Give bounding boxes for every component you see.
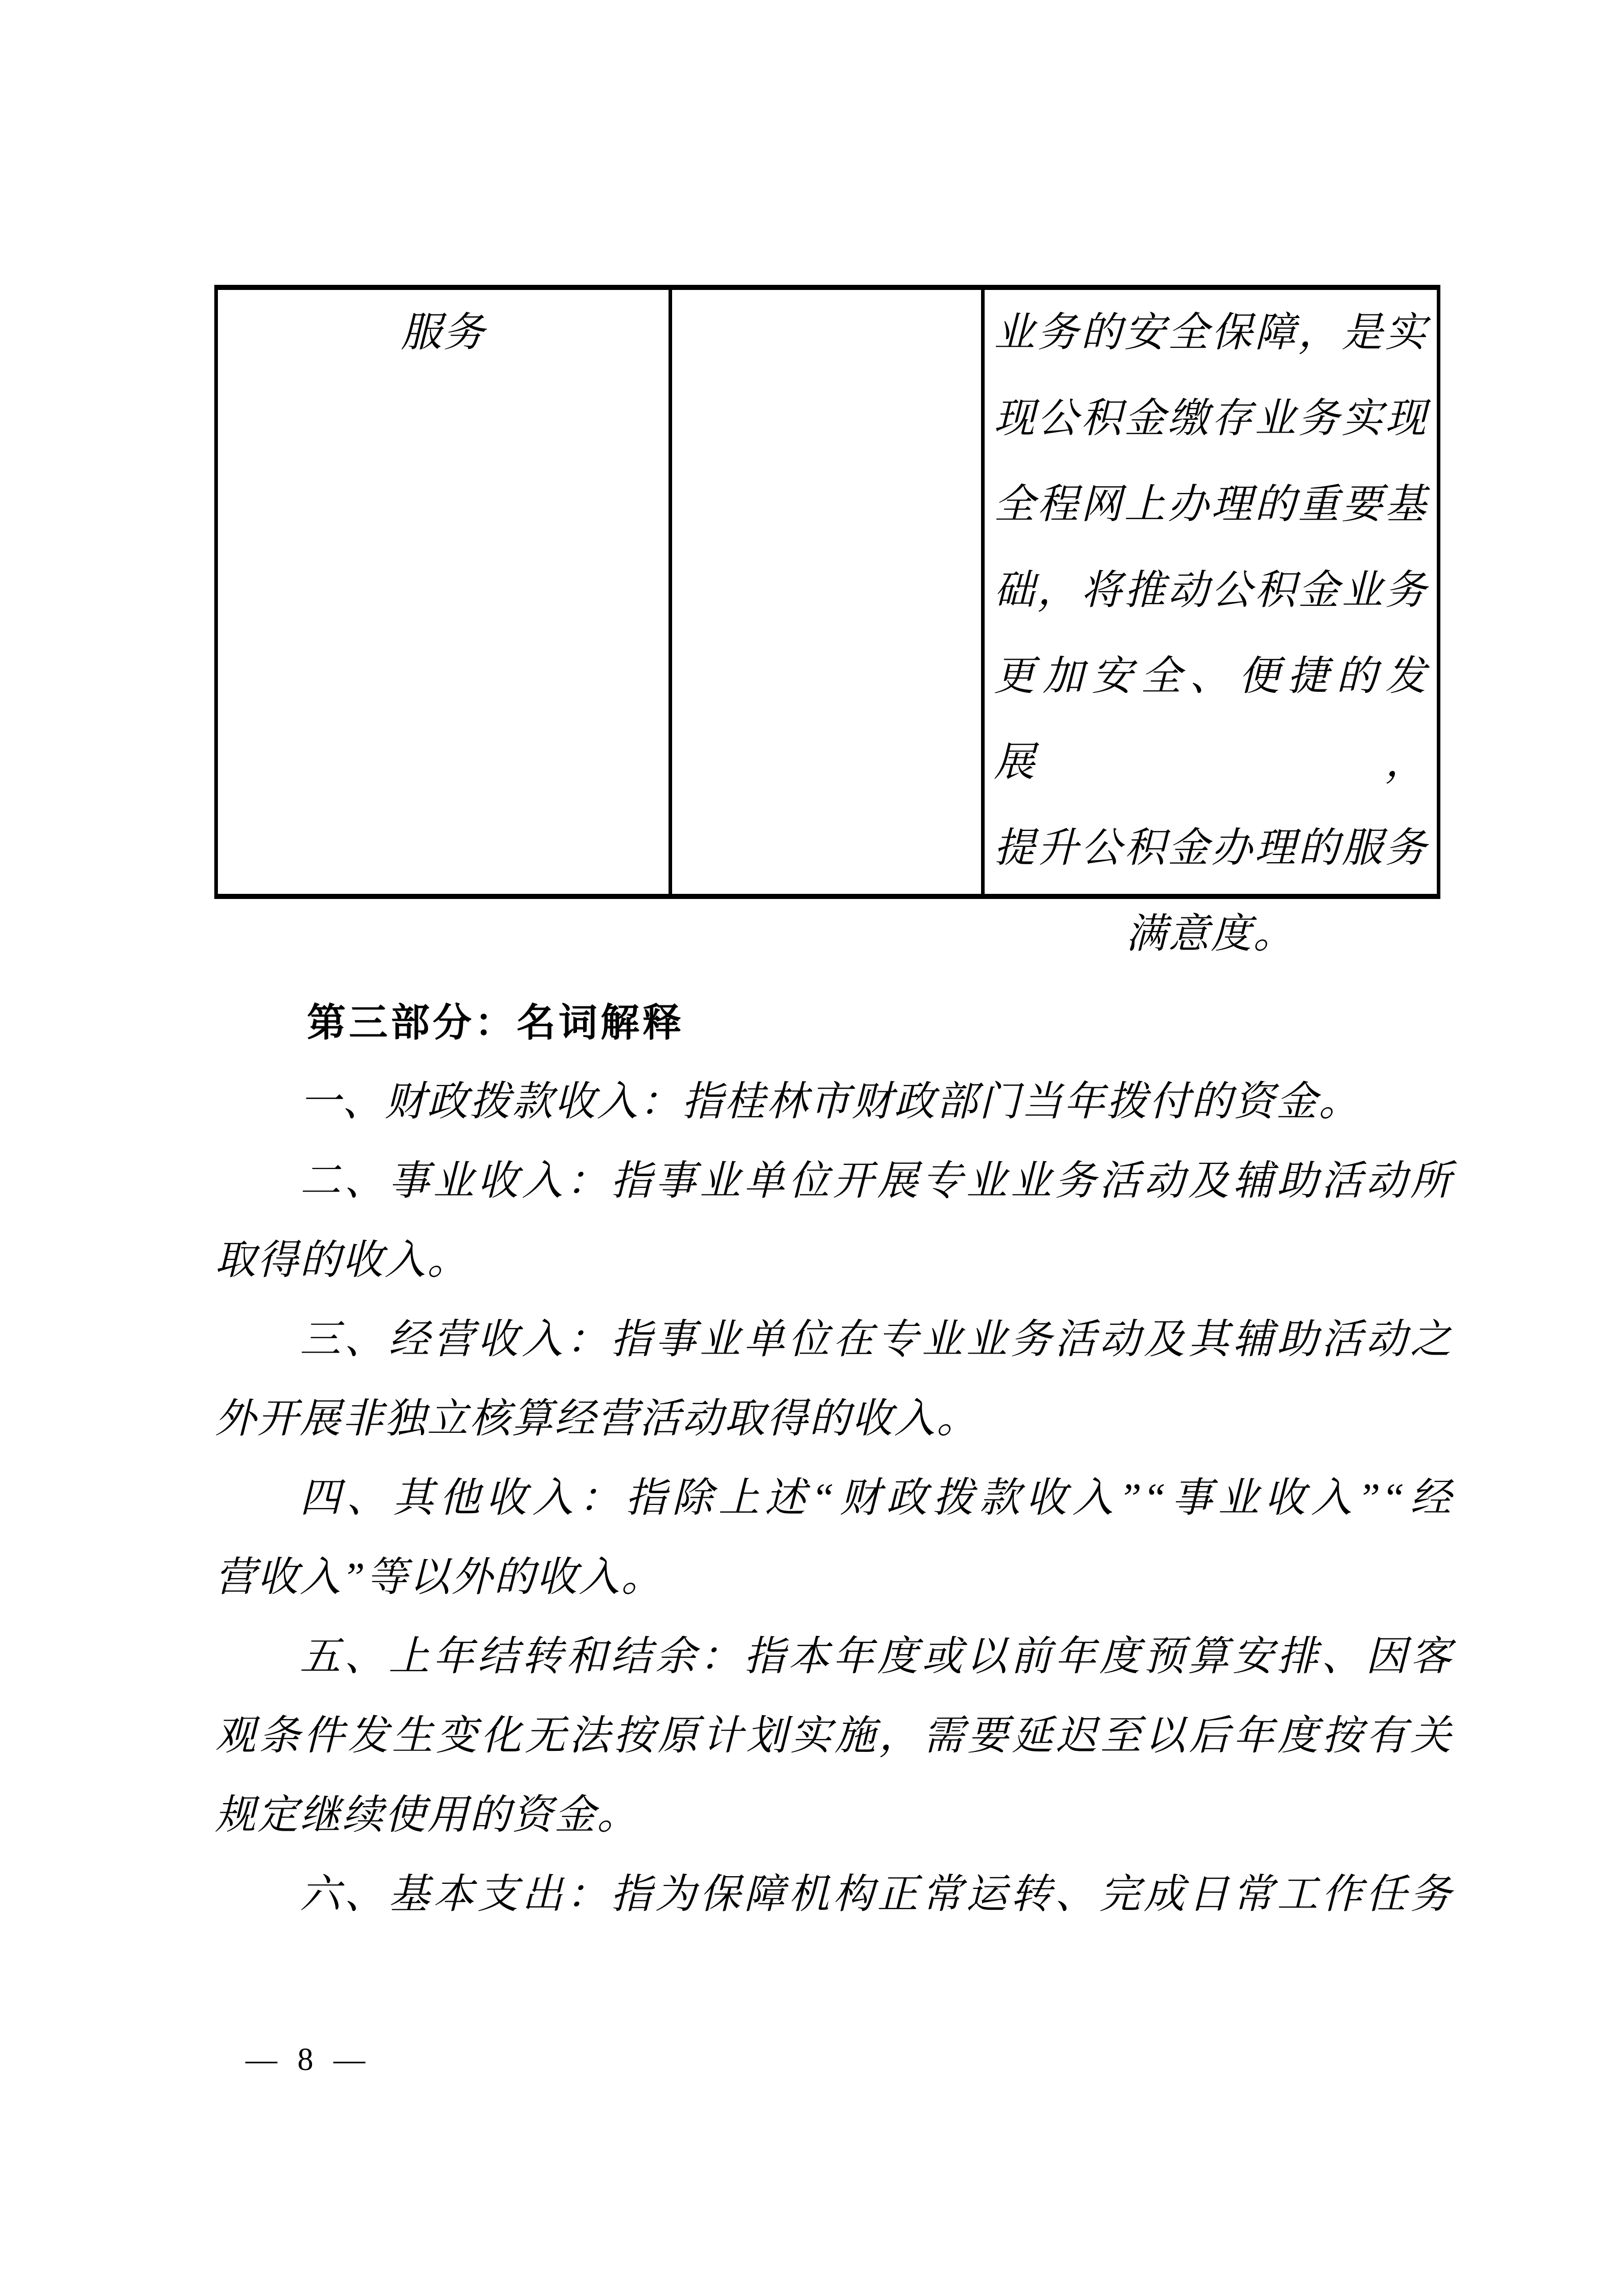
table-cell-indicator-name [218, 290, 672, 894]
description-line: 业务的安全保障，是实 [994, 310, 1428, 355]
glossary-line: 规定继续使用的资金。 [215, 1793, 639, 1838]
glossary-line: 五、上年结转和结余：指本年度或以前年度预算安排、因客 [300, 1634, 1453, 1679]
glossary-line: 四、其他收入：指除上述“财政拨款收入”“事业收入”“经 [300, 1476, 1453, 1521]
glossary-line: 观条件发生变化无法按原计划实施，需要延迟至以后年度按有关 [215, 1714, 1453, 1759]
indicator-table [214, 285, 1440, 957]
description-line: 础，将推动公积金业务 [994, 568, 1428, 613]
glossary-line: 一、财政拨款收入：指桂林市财政部门当年拨付的资金。 [300, 1079, 1361, 1124]
table-cell-empty [672, 290, 985, 894]
glossary-line: 取得的收入。 [215, 1238, 470, 1283]
indicator-name-text: 服务 [401, 310, 486, 355]
description-line: 更加安全、便捷的发展， [994, 654, 1428, 785]
glossary-section [215, 983, 1453, 1934]
section-heading: 第三部分：名词解释 [307, 1001, 684, 1045]
page-number-footer: — 8 — [246, 2042, 371, 2077]
table-cell-indicator-description [985, 290, 1437, 957]
description-line: 满意度。 [1126, 912, 1296, 957]
glossary-line: 二、事业收入：指事业单位开展专业业务活动及辅助活动所 [300, 1159, 1453, 1204]
description-line: 提升公积金办理的服务 [994, 826, 1428, 871]
glossary-line: 营收入”等以外的收入。 [215, 1555, 664, 1600]
glossary-line: 六、基本支出：指为保障机构正常运转、完成日常工作任务 [300, 1872, 1453, 1917]
description-line: 现公积金缴存业务实现 [994, 396, 1428, 441]
glossary-line: 三、经营收入：指事业单位在专业业务活动及其辅助活动之 [300, 1317, 1453, 1362]
glossary-line: 外开展非独立核算经营活动取得的收入。 [215, 1397, 979, 1442]
description-line: 全程网上办理的重要基 [994, 482, 1428, 527]
